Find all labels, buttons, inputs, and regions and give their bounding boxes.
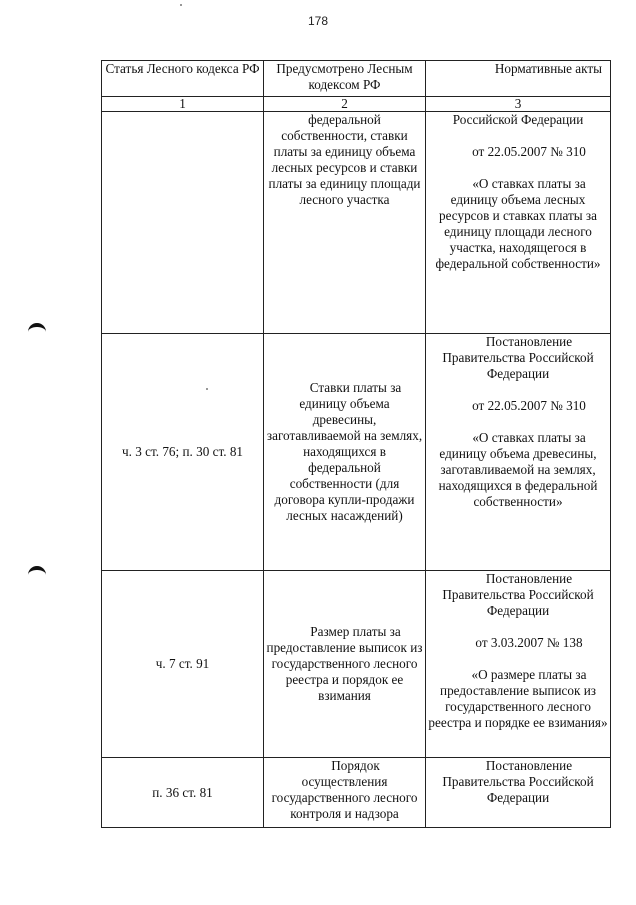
article-cell (102, 112, 264, 334)
table-row (102, 758, 611, 828)
acts-cell (426, 334, 611, 571)
provision-cell (264, 758, 426, 828)
provision-text: Порядок осуществления государственного лесного контроля и надзора (271, 758, 418, 821)
provision-cell (264, 334, 426, 571)
act-date: от 22.05.2007 № 310 (472, 144, 586, 159)
header-acts: Нормативные акты (426, 61, 611, 97)
column-number-row (102, 97, 611, 112)
hole-punch-mark-upper (28, 323, 46, 336)
scan-speck (180, 4, 182, 6)
acts-cell (426, 571, 611, 758)
act-date: от 22.05.2007 № 310 (472, 398, 586, 413)
act-title: «О размере платы за предоставление выписок из государственного лесного реестра и порядке ее взимания» (428, 667, 608, 730)
act-title: «О ставках платы за единицу объема лесных ресурсов и ставках платы за единицу площади лесного участка, находящегося в федеральной собственности» (435, 176, 601, 271)
act-date: от 3.03.2007 № 138 (475, 635, 583, 650)
provision-text: Размер платы за предоставление выписок из государственного лесного реестра и порядок ее взимания (266, 624, 423, 703)
page-number: 178 (307, 14, 329, 28)
regulations-table (101, 60, 611, 828)
column-number-3: 3 (426, 97, 611, 112)
table-row (102, 112, 611, 334)
act-issuer: Постановление Правительства Российской Федерации (442, 334, 594, 381)
article-cell: ч. 3 ст. 76; п. 30 ст. 81 (102, 334, 264, 571)
article-cell: ч. 7 ст. 91 (102, 571, 264, 758)
table-header-row (102, 61, 611, 97)
header-provision: Предусмотрено Лесным кодексом РФ (264, 61, 426, 97)
provision-text: федеральной собственности, ставки платы за единицу объема лесных ресурсов и ставки платы за единицу площади лесного участка (268, 112, 421, 207)
act-title: «О ставках платы за единицу объема древесины, заготавливаемой на землях, находящихся в федеральной собственности» (438, 430, 598, 509)
acts-cell (426, 758, 611, 828)
article-cell: п. 36 ст. 81 (102, 758, 264, 828)
table-row (102, 334, 611, 571)
hole-punch-mark-lower (28, 566, 46, 579)
header-article: Статья Лесного кодекса РФ (102, 61, 264, 97)
provision-text: Ставки платы за единицу объема древесины, заготавливаемой на землях, находящихся в федеральной собственности (для договора купли-продажи лесных насаждений) (266, 380, 423, 523)
provision-cell (264, 571, 426, 758)
act-issuer: Российской Федерации (452, 112, 584, 127)
act-issuer: Постановление Правительства Российской Федерации (442, 571, 594, 618)
column-number-1: 1 (102, 97, 264, 112)
column-number-2: 2 (264, 97, 426, 112)
acts-cell (426, 112, 611, 334)
act-issuer: Постановление Правительства Российской Федерации (442, 758, 594, 805)
table-row (102, 571, 611, 758)
provision-cell (264, 112, 426, 334)
